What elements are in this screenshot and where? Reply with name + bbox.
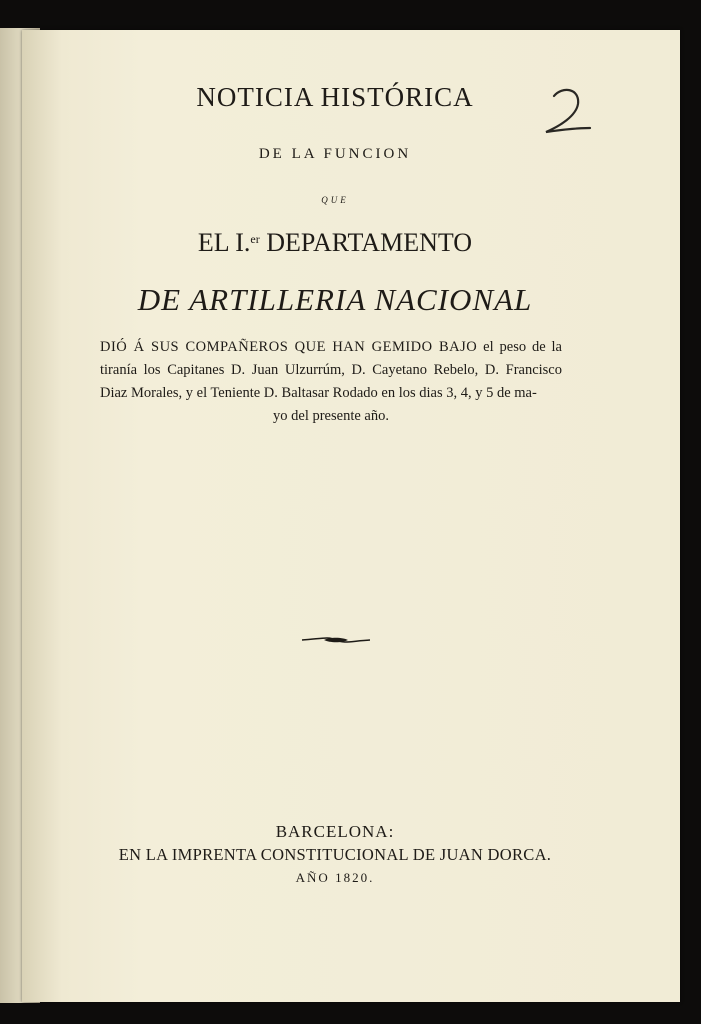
connector-word: QUE <box>321 195 349 205</box>
body-last-line: yo del presente año. <box>273 408 389 424</box>
department-heading <box>100 228 570 258</box>
department-name: DEPARTAMENTO <box>266 228 473 257</box>
unit-heading: DE ARTILLERIA NACIONAL <box>137 282 533 317</box>
department-prefix: EL I. <box>197 228 251 257</box>
imprint-city: BARCELONA: <box>275 822 395 841</box>
imprint-year: AÑO 1820. <box>295 870 375 885</box>
document-title: NOTICIA HISTÓRICA <box>196 82 474 112</box>
imprint-printer: EN LA IMPRENTA CONSTITUCIONAL DE JUAN DORCA. <box>118 845 552 864</box>
ornamental-divider <box>300 634 372 646</box>
document-subtitle: DE LA FUNCION <box>258 146 412 162</box>
department-ordinal: er <box>250 232 260 246</box>
body-lead: DIÓ Á SUS COMPAÑEROS QUE HAN GEMIDO BAJO <box>100 339 478 355</box>
body-text: el peso de la tiranía los Capitanes D. Juan Ulzurrúm, D. Cayetano Rebelo, D. Francisco Diaz Morales, y el Teniente D. Baltasar Rodado en los dias 3, 4, y 5 de ma- <box>100 339 562 401</box>
body-paragraph <box>100 336 562 428</box>
